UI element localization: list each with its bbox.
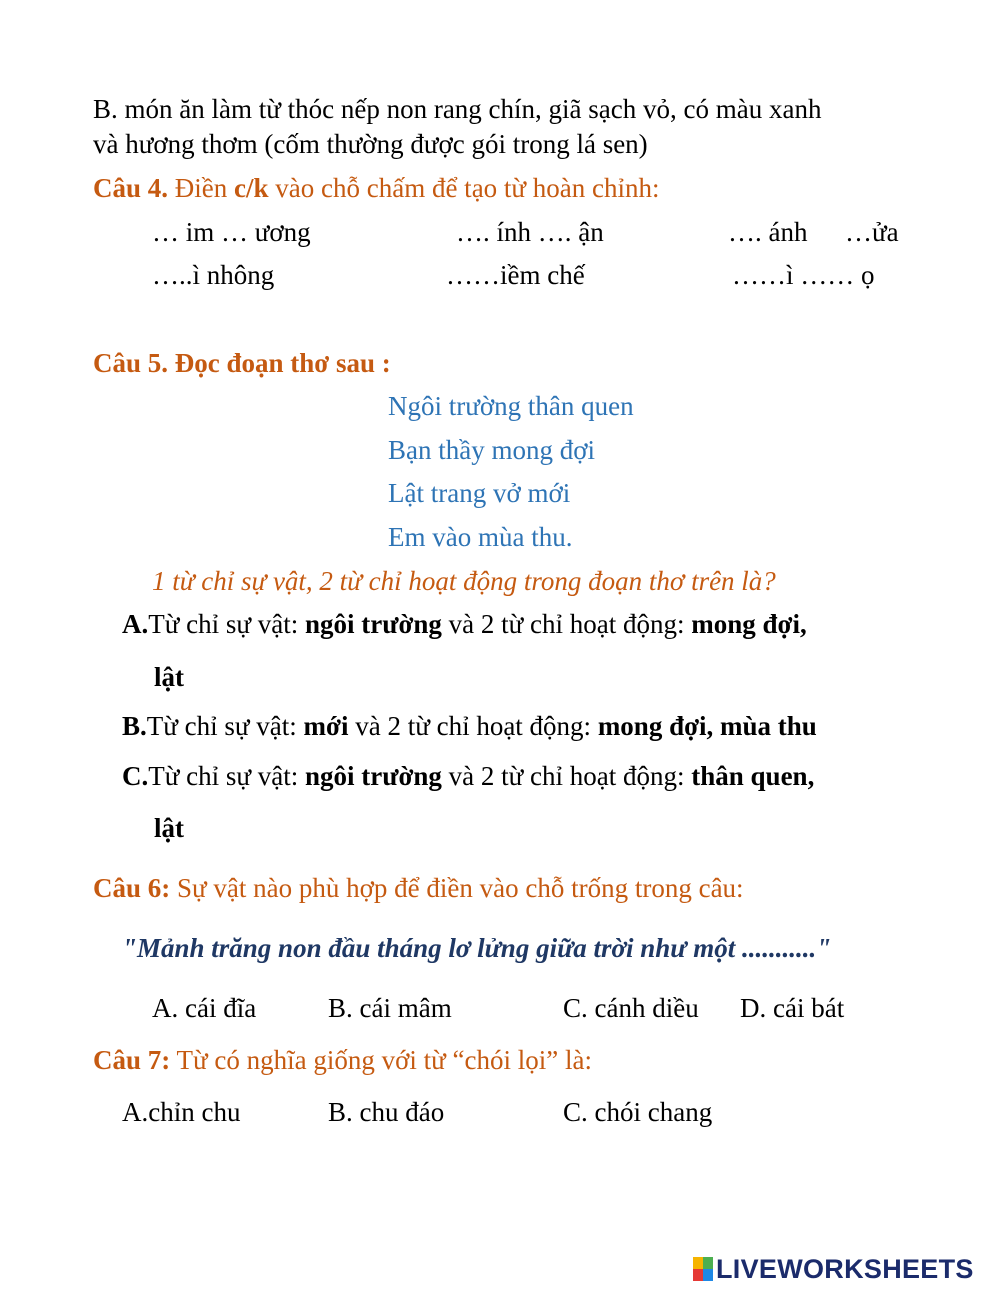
q4-blank-item[interactable]: ……ì …… ọ: [732, 260, 875, 290]
q6-prompt: [93, 875, 744, 902]
option-text: Từ chỉ sự vật:: [146, 711, 304, 741]
option-text-bold: ngôi trường: [305, 609, 442, 639]
q4-label: Câu 4.: [93, 173, 169, 203]
q4-blank-item[interactable]: …. ính …. ận: [456, 217, 604, 247]
option-text: Từ chỉ sự vật:: [148, 609, 305, 639]
q5-option-c[interactable]: [122, 763, 814, 790]
liveworksheets-logo-icon: [693, 1257, 713, 1281]
q4-prompt: [93, 175, 660, 202]
q6-option[interactable]: D. cái bát: [740, 993, 845, 1023]
q5-question: 1 từ chỉ sự vật, 2 từ chỉ hoạt động trong đoạn thơ trên là?: [152, 566, 776, 596]
q6-option[interactable]: B. cái mâm: [328, 993, 452, 1023]
q4-text-after: vào chỗ chấm để tạo từ hoàn chỉnh:: [268, 173, 660, 203]
q6-text: Sự vật nào phù hợp để điền vào chỗ trống trong câu:: [170, 873, 744, 903]
option-text: Từ chỉ sự vật:: [148, 761, 305, 791]
poem-line: Ngôi trường thân quen: [388, 391, 634, 421]
q5-option-c-continuation: lật: [154, 813, 184, 843]
option-text-bold: mới: [303, 711, 349, 741]
option-text: và 2 từ chỉ hoạt động:: [441, 761, 692, 791]
q6-option[interactable]: C. cánh diều: [563, 993, 699, 1023]
q4-blank-item[interactable]: … im … ương: [152, 217, 311, 247]
option-text-bold: mong đợi,: [691, 609, 807, 639]
option-text-bold: mong đợi, mùa thu: [597, 711, 817, 741]
q7-option[interactable]: A.chỉn chu: [122, 1097, 241, 1127]
option-letter: A.: [122, 609, 149, 639]
option-text-bold: ngôi trường: [305, 761, 442, 791]
q5-option-a-continuation: lật: [154, 662, 184, 692]
q5-label: Câu 5. Đọc đoạn thơ sau :: [93, 348, 391, 378]
q3-answer-b-line1: B. món ăn làm từ thóc nếp non rang chín, giã sạch vỏ, có màu xanh: [93, 94, 822, 124]
liveworksheets-logo-text: LIVEWORKSHEETS: [716, 1253, 974, 1284]
q4-blank-item[interactable]: …..ì nhông: [152, 260, 275, 290]
q4-ck: c/k: [234, 173, 269, 203]
q6-quote: "Mảnh trăng non đầu tháng lơ lửng giữa trời như một ...........": [122, 933, 832, 963]
q4-text-before: Điền: [168, 173, 234, 203]
liveworksheets-logo: [693, 1254, 974, 1284]
q4-blank-item[interactable]: ……iềm chế: [446, 260, 585, 290]
q4-blank-item[interactable]: …ửa: [845, 217, 899, 247]
option-letter: C.: [122, 761, 149, 791]
q7-text: Từ có nghĩa giống với từ “chói lọi” là:: [170, 1045, 592, 1075]
option-text-bold: thân quen,: [691, 761, 815, 791]
option-text: và 2 từ chỉ hoạt động:: [348, 711, 598, 741]
q5-option-b[interactable]: [122, 713, 817, 740]
poem-line: Em vào mùa thu.: [388, 522, 573, 552]
option-letter: B.: [122, 711, 147, 741]
q3-answer-b-line2: và hương thơm (cốm thường được gói trong lá sen): [93, 129, 648, 159]
q4-blank-item[interactable]: …. ánh: [728, 217, 808, 247]
q6-option[interactable]: A. cái đĩa: [152, 993, 257, 1023]
q7-option[interactable]: C. chói chang: [563, 1097, 713, 1127]
q7-prompt: [93, 1047, 592, 1074]
poem-line: Bạn thầy mong đợi: [388, 435, 596, 465]
q7-label: Câu 7:: [93, 1045, 171, 1075]
option-text: và 2 từ chỉ hoạt động:: [441, 609, 692, 639]
q6-label: Câu 6:: [93, 873, 171, 903]
poem-line: Lật trang vở mới: [388, 478, 571, 508]
q5-option-a[interactable]: [122, 611, 807, 638]
q7-option[interactable]: B. chu đáo: [328, 1097, 445, 1127]
